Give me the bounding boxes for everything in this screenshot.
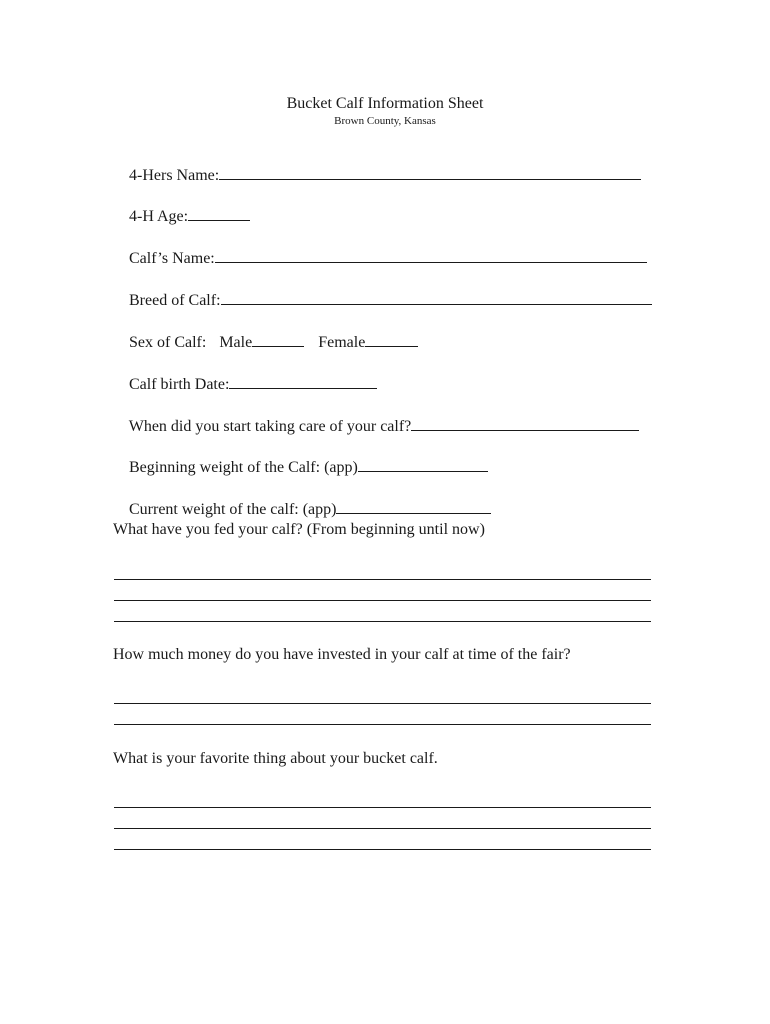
sex-label: Sex of Calf: <box>129 334 207 351</box>
favorite-answer-line-3[interactable] <box>114 849 651 850</box>
money-answer-line-1[interactable] <box>114 703 651 704</box>
start-care-field[interactable] <box>411 416 639 431</box>
female-label: Female <box>318 334 366 351</box>
birth-date-field[interactable] <box>229 374 377 389</box>
favorite-question: What is your favorite thing about your bucket calf. <box>113 750 438 767</box>
favorite-answer-line-1[interactable] <box>114 807 651 808</box>
male-label: Male <box>219 334 253 351</box>
hers-name-label: 4-Hers Name: <box>129 167 220 184</box>
beginning-weight-field[interactable] <box>358 457 488 472</box>
birth-date-label: Calf birth Date: <box>129 376 230 393</box>
fed-answer-line-1[interactable] <box>114 579 651 580</box>
age-field[interactable] <box>188 206 250 221</box>
money-answer-line-2[interactable] <box>114 724 651 725</box>
age-label: 4-H Age: <box>129 208 189 225</box>
page-subtitle: Brown County, Kansas <box>334 115 436 127</box>
hers-name-field[interactable] <box>219 165 641 180</box>
breed-label: Breed of Calf: <box>129 292 221 309</box>
start-care-label: When did you start taking care of your calf? <box>128 418 412 435</box>
fed-answer-line-2[interactable] <box>114 600 651 601</box>
beginning-weight-label: Beginning weight of the Calf: (app) <box>129 459 358 476</box>
breed-field[interactable] <box>221 290 652 305</box>
current-weight-field[interactable] <box>336 499 491 514</box>
page-title: Bucket Calf Information Sheet <box>286 95 484 112</box>
favorite-answer-line-2[interactable] <box>114 828 651 829</box>
current-weight-label: Current weight of the calf: (app) <box>129 501 337 518</box>
fed-question: What have you fed your calf? (From beginning until now) <box>113 521 485 538</box>
female-field[interactable] <box>365 332 418 347</box>
calf-name-label: Calf’s Name: <box>129 250 215 267</box>
fed-answer-line-3[interactable] <box>114 621 651 622</box>
male-field[interactable] <box>252 332 304 347</box>
calf-name-field[interactable] <box>215 248 647 263</box>
money-question: How much money do you have invested in your calf at time of the fair? <box>113 646 571 663</box>
